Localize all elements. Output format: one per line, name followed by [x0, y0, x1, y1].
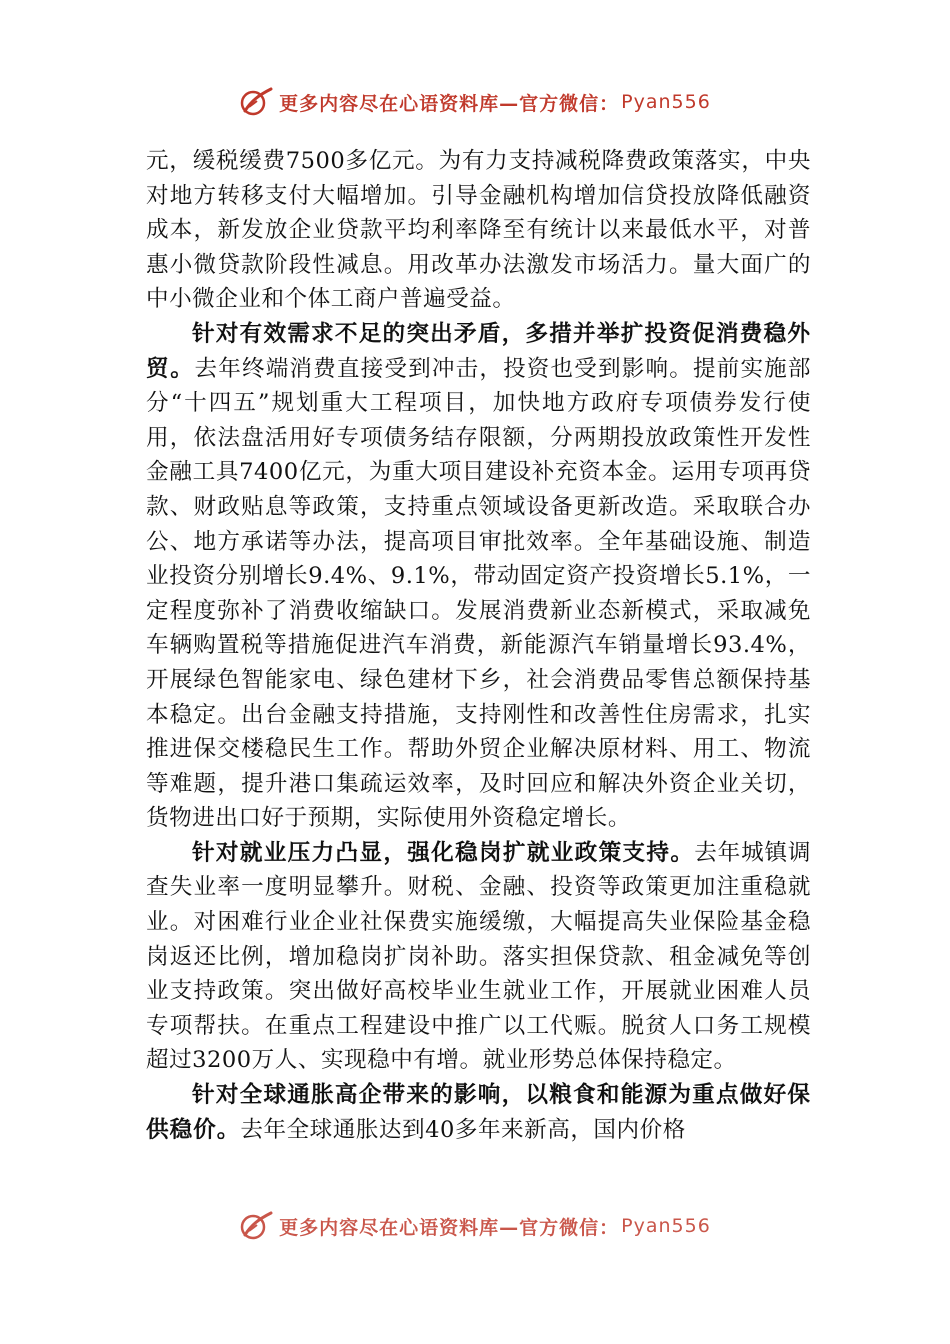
paragraph-3	[146, 836, 811, 1078]
brush-logo-icon	[239, 1211, 273, 1241]
paragraph-2-lead: 针对有效需求不足的突出矛盾，多措并举扩投资促消费稳外贸。	[146, 320, 811, 382]
watermark-header	[0, 82, 950, 122]
paragraph-4	[146, 1078, 811, 1147]
paragraph-3-lead: 针对就业压力凸显，强化稳岗扩就业政策支持。	[192, 839, 695, 866]
watermark-wechat-id: Pyan556	[621, 91, 711, 113]
paragraph-3-text: 去年城镇调查失业率一度明显攀升。财税、金融、投资等政策更加注重稳就业。对困难行业企业社保费实施缓缴，大幅提高失业保险基金稳岗返还比例，增加稳岗扩岗补助。落实担保贷款、租金减免等创业支持政策。突出做好高校毕业生就业工作，开展就业困难人员专项帮扶。在重点工程建设中推广以工代赈。脱贫人口务工规模超过3200万人、实现稳中有增。就业形势总体保持稳定。	[146, 839, 812, 1074]
paragraph-4-text: 去年全球通胀达到40多年来新高，国内价格	[240, 1116, 686, 1143]
watermark-text: 更多内容尽在心语资料库—官方微信：	[279, 1216, 620, 1239]
watermark-footer	[0, 1206, 950, 1246]
watermark-wechat-id: Pyan556	[621, 1215, 711, 1237]
document-body	[146, 144, 811, 1147]
paragraph-4-lead: 针对全球通胀高企带来的影响，以粮食和能源为重点做好保供稳价。	[146, 1082, 811, 1143]
paragraph-2-text: 去年终端消费直接受到冲击，投资也受到影响。提前实施部分“十四五”规划重大工程项目，加快地方政府专项债券发行使用，依法盘活用好专项债务结存限额，分两期投放政策性开发性金融工具7400亿元，为重大项目建设补充资本金。运用专项再贷款、财政贴息等政策，支持重点领域设备更新改造。采取联合办公、地方承诺等办法，提高项目审批效率。全年基础设施、制造业投资分别增长9.4%、9.1%，带动固定资产投资增长5.1%，一定程度弥补了消费收缩缺口。发展消费新业态新模式，采取减免车辆购置税等措施促进汽车消费，新能源汽车销量增长93.4%，开展绿色智能家电、绿色建材下乡，社会消费品零售总额保持基本稳定。出台金融支持措施，支持刚性和改善性住房需求，扎实推进保交楼稳民生工作。帮助外贸企业解决原材料、用工、物流等难题，提升港口集疏运效率，及时回应和解决外资企业关切，货物进出口好于预期，实际使用外资稳定增长。	[146, 355, 812, 832]
paragraph-1	[146, 144, 811, 317]
watermark-text: 更多内容尽在心语资料库—官方微信：	[279, 92, 620, 115]
paragraph-1-text: 元，缓税缓费7500多亿元。为有力支持减税降费政策落实，中央对地方转移支付大幅增加。引导金融机构增加信贷投放降低融资成本，新发放企业贷款平均利率降至有统计以来最低水平，对普惠小微贷款阶段性减息。用改革办法激发市场活力。量大面广的中小微企业和个体工商户普遍受益。	[146, 148, 811, 313]
paragraph-2	[146, 317, 811, 836]
brush-logo-icon	[239, 87, 273, 117]
